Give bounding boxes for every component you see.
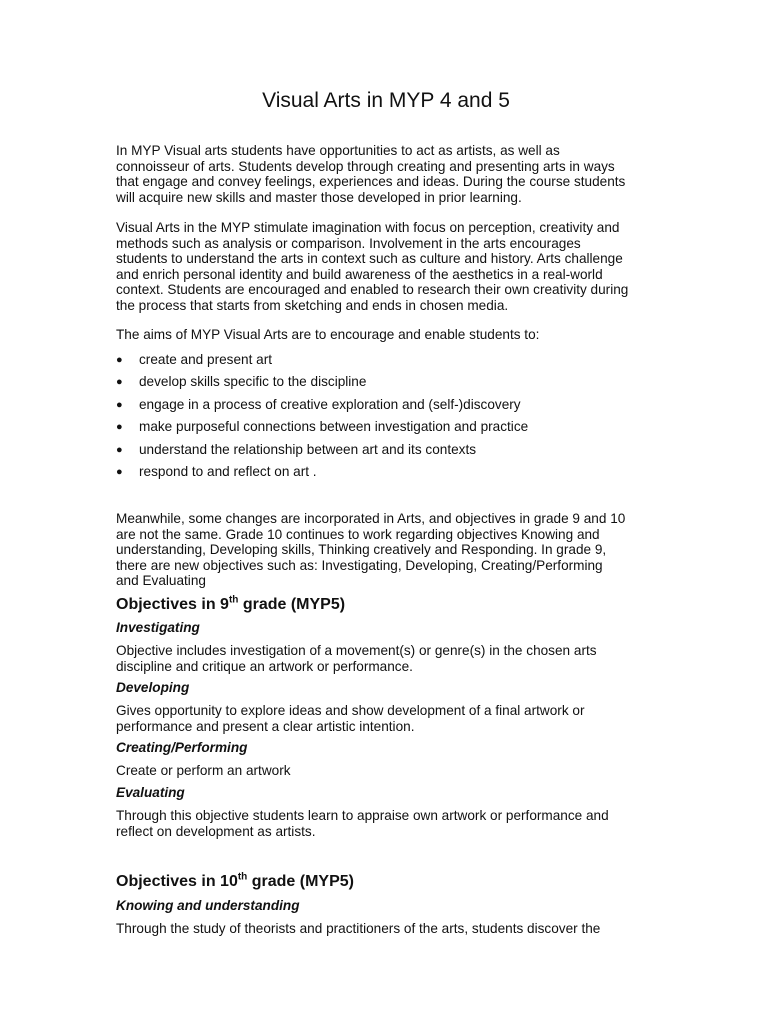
- bullet-icon: ●: [116, 398, 123, 411]
- bullet-icon: ●: [116, 465, 123, 478]
- text-line: students to understand the arts in context such as culture and history. Arts challenge: [116, 251, 623, 267]
- text-line: Create or perform an artwork: [116, 763, 291, 778]
- list-item-text: create and present art: [139, 352, 272, 367]
- list-item-text: respond to and reflect on art .: [139, 463, 317, 479]
- text-line: Gives opportunity to explore ideas and show development of a final artwork or: [116, 703, 585, 718]
- objective-heading-developing: Developing: [116, 680, 190, 695]
- grade10-heading: Objectives in 10th grade (MYP5): [116, 871, 354, 890]
- text-line: Through this objective students learn to appraise own artwork or performance and: [116, 808, 609, 823]
- list-item: [116, 464, 656, 486]
- text-line: are not the same. Grade 10 continues to work regarding objectives Knowing and: [116, 526, 600, 542]
- intro-paragraph-2: [116, 220, 656, 314]
- text-line: Objective includes investigation of a movement(s) or genre(s) in the chosen arts: [116, 643, 597, 658]
- objective-description-developing: [116, 703, 656, 734]
- text-line: performance and present a clear artistic intention.: [116, 718, 415, 734]
- list-item-text: engage in a process of creative exploration and (self-)discovery: [139, 396, 521, 412]
- bullet-icon: ●: [116, 376, 123, 389]
- list-item: [116, 374, 656, 396]
- aims-list: [116, 352, 656, 486]
- list-item-text: make purposeful connections between investigation and practice: [139, 419, 529, 435]
- text-line: discipline and critique an artwork or performance.: [116, 658, 413, 674]
- text-line: and enrich personal identity and build awareness of the aesthetics in a real-world: [116, 266, 603, 282]
- text-line: that engage and convey feelings, experiences and ideas. During the course students: [116, 174, 626, 190]
- text-line: context. Students are encouraged and enabled to research their own creativity during: [116, 282, 629, 298]
- text-line: Visual Arts in the MYP stimulate imagination with focus on perception, creativity and: [116, 220, 620, 235]
- text-line: and Evaluating: [116, 573, 206, 589]
- objective-heading-knowing-and-understanding: Knowing and understanding: [116, 898, 300, 913]
- bullet-icon: ●: [116, 354, 123, 366]
- text-line: Through the study of theorists and practitioners of the arts, students discover the: [116, 921, 601, 936]
- text-line: Meanwhile, some changes are incorporated in Arts, and objectives in grade 9 and 10: [116, 511, 626, 526]
- list-item-text: develop skills specific to the discipline: [139, 374, 367, 390]
- grade9-heading: Objectives in 9th grade (MYP5): [116, 594, 346, 613]
- text-line: there are new objectives such as: Investigating, Developing, Creating/Performing: [116, 557, 603, 573]
- text-line: methods such as analysis or comparison. Involvement in the arts encourages: [116, 235, 581, 251]
- objective-heading-creating-performing: Creating/Performing: [116, 740, 248, 755]
- objective-heading-investigating: Investigating: [116, 620, 200, 635]
- objective-description-investigating: [116, 643, 656, 674]
- document-title: Visual Arts in MYP 4 and 5: [262, 89, 510, 112]
- list-item-text: understand the relationship between art and its contexts: [139, 441, 477, 457]
- bullet-icon: ●: [116, 443, 123, 456]
- changes-paragraph: [116, 511, 656, 589]
- objective-heading-evaluating: Evaluating: [116, 785, 185, 800]
- aims-intro: The aims of MYP Visual Arts are to encourage and enable students to:: [116, 327, 540, 342]
- objective-description-knowing-and-understanding: [116, 921, 656, 937]
- objective-description-evaluating: [116, 808, 656, 839]
- text-line: the process that starts from sketching and ends in chosen media.: [116, 297, 509, 313]
- bullet-icon: ●: [116, 421, 123, 434]
- list-item: [116, 352, 656, 374]
- text-line: will acquire new skills and master those developed in prior learning.: [116, 189, 522, 205]
- intro-paragraph-1: [116, 143, 656, 205]
- objective-description-creating-performing: [116, 763, 656, 779]
- text-line: understanding, Developing skills, Thinking creatively and Responding. In grade 9,: [116, 542, 607, 558]
- text-line: In MYP Visual arts students have opportunities to act as artists, as well as: [116, 143, 560, 158]
- text-line: connoisseur of arts. Students develop through creating and presenting arts in ways: [116, 158, 615, 174]
- list-item: [116, 419, 656, 441]
- list-item: [116, 397, 656, 419]
- text-line: reflect on development as artists.: [116, 823, 316, 839]
- list-item: [116, 442, 656, 464]
